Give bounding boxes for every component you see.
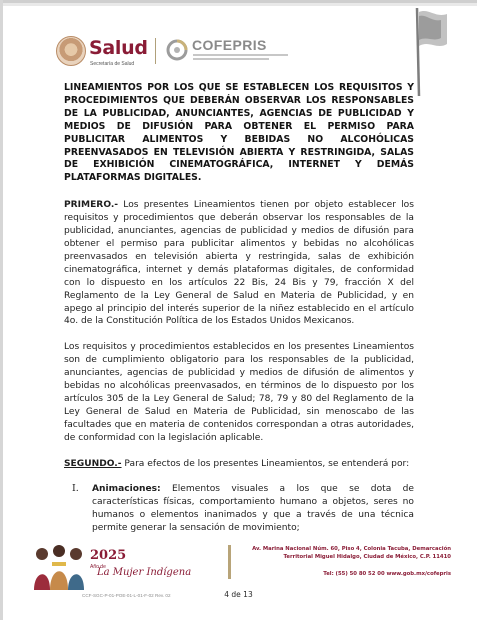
article-primero bbox=[64, 199, 414, 328]
document-body bbox=[64, 82, 414, 535]
footer-year-caption: Año de bbox=[90, 564, 106, 570]
footer-address bbox=[236, 546, 451, 561]
article-primero-text: Los presentes Lineamientos tienen por objeto establecer los requisitos y procedimientos que deberán observar los responsables de la publicidad, anunciantes, agencias de publicidad y medios de difusión para obtener el permiso para publicitar alimentos y bebidas no alcohólicas preenvasados en televisión abierta y restringida, salas de exhibición cinematográfica, internet y demás plataformas digitales, de conformidad con lo dispuesto en los artículos 22 Bis, 24 Bis y 79, fracción X del Reglamento de la Ley General de Salud en Materia de Publicidad, y en apego al principio del interés superior de la niñez establecido en el artículo 4o. de la Constitución Política de los Estados Unidos Mexicanos. bbox=[64, 200, 414, 327]
article-primero-label: PRIMERO.- bbox=[64, 200, 119, 211]
header-divider bbox=[155, 38, 156, 64]
article-segundo-label: SEGUNDO.- bbox=[64, 458, 122, 469]
article-primero-paragraph-2: Los requisitos y procedimientos establecidos en los presentes Lineamientos son de cumplimiento obligatorio para los responsables de la publicidad, anunciantes, agencias de publicidad y medios de difusión de alimentos y bebidas no alcohólicas preenvasados, en términos de lo dispuesto por los artículos 305 de la Ley General de Salud; 78, 79 y 80 del Reglamento de la Ley General de Salud en Materia de Publicidad, sin menoscabo de las facultades que en materia de contenidos correspondan a otras autoridades, de conformidad con la legislación aplicable. bbox=[64, 342, 414, 443]
footer-divider bbox=[228, 545, 231, 579]
definition-number: I. bbox=[72, 483, 79, 495]
cofepris-logo-icon bbox=[166, 39, 188, 61]
footer-year-title: La Mujer Indígena bbox=[97, 567, 192, 578]
footer-address-line-2: Territorial Miguel Hidalgo, Ciudad de México, C.P. 11410 bbox=[283, 553, 451, 560]
scan-edge-left bbox=[0, 0, 3, 620]
article-segundo bbox=[64, 458, 414, 471]
salud-logo: Salud bbox=[89, 37, 148, 59]
footer-year: 2025 bbox=[90, 548, 127, 563]
definition-text: Elementos visuales a los que se dota de características físicas, comportamiento humano a objetos, seres no humanos o elementos inanimados y que a través de una técnica permite generar la sensación de movimiento; bbox=[92, 484, 414, 534]
salud-subtitle: Secretaría de Salud bbox=[90, 61, 135, 67]
footer-address-line-1: Av. Marina Nacional Núm. 60, Piso 4, Colonia Tacuba, Demarcación bbox=[252, 546, 451, 552]
document-header bbox=[56, 36, 436, 76]
footer-phone-web: Tel: (55) 50 80 52 00 www.gob.mx/cofepris bbox=[323, 571, 451, 577]
definition-item bbox=[64, 483, 414, 535]
footer-form-code: CCF-SGC-P-01-POE-01-L-01-F-02 Rev. 02 bbox=[82, 593, 171, 598]
indigenous-women-illustration-icon bbox=[30, 542, 88, 590]
document-heading: LINEAMIENTOS POR LOS QUE SE ESTABLECEN LOS REQUISITOS Y PROCEDIMIENTOS QUE DEBERÁN OBSERVAR LOS RESPONSABLES DE LA PUBLICIDAD, ANUNCIANTES, AGENCIAS DE PUBLICIDAD Y MEDIOS DE DIFUSIÓN PARA OBTENER EL PERMISO PARA PUBLICITAR ALIMENTOS Y BEBIDAS NO ALCOHÓLICAS PREENVASADOS EN TELEVISIÓN ABIERTA Y RESTRINGIDA, SALAS DE EXHIBICIÓN CINEMATOGRÁFICA, INTERNET Y DEMÁS PLATAFORMAS DIGITALES. bbox=[64, 82, 414, 184]
cofepris-logo: COFEPRIS bbox=[192, 37, 267, 53]
page-number: 4 de 13 bbox=[224, 590, 253, 599]
mexico-seal-icon bbox=[56, 36, 86, 66]
definition-term: Animaciones: bbox=[92, 484, 161, 495]
article-segundo-text: Para efectos de los presentes Lineamientos, se entenderá por: bbox=[121, 458, 410, 469]
cofepris-tagline bbox=[193, 54, 288, 62]
